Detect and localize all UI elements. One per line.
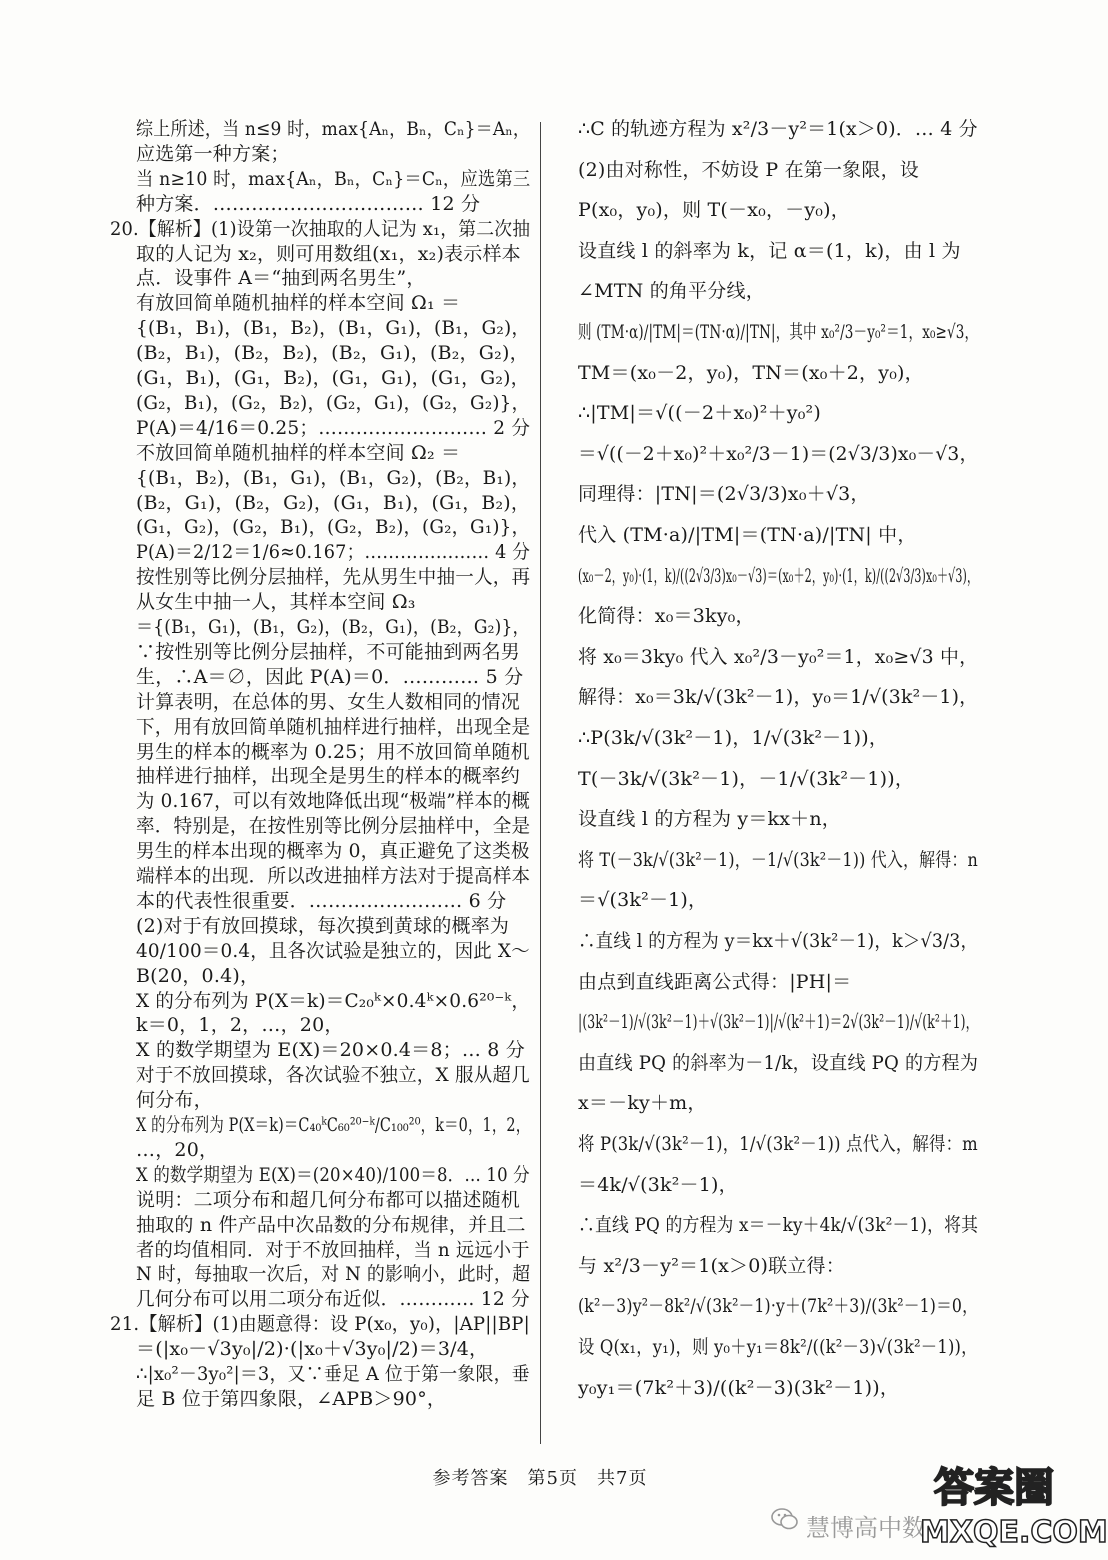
text-line: ＝√((－2＋x₀)²＋x₀²/3－1)＝(2√3/3)x₀－√3，	[578, 442, 979, 465]
text-line: 设 Q(x₁，y₁)，则 y₀＋y₁＝8k²/((k²－3)√(3k²－1))，	[578, 1336, 978, 1358]
text-line: ＝(|x₀－√3y₀|/2)·(|x₀＋√3y₀|/2)＝3/4，	[136, 1338, 489, 1361]
text-line: 抽样进行抽样，出现全是男生的样本的概率约	[136, 765, 521, 788]
text-line: 本的代表性很重要．…………………… 6 分	[136, 889, 507, 912]
text-line: 20.【解析】(1)设第一次抽取的人记为 x₁，第二次抽	[110, 217, 531, 240]
text-line: N 时，每抽取一次后，对 N 的影响小，此时，超	[136, 1263, 531, 1286]
text-line: 对于不放回摸球，各次试验不独立，X 服从超几	[136, 1064, 530, 1087]
text-line: 将 P(3k/√(3k²－1)，1/√(3k²－1)) 点代入，解得：m	[578, 1133, 978, 1155]
text-line: 从女生中抽一人，其样本空间 Ω₃	[136, 591, 416, 614]
text-line: 男生的样本出现的概率为 0，真正避免了这类极	[136, 840, 530, 863]
text-line: 抽取的 n 件产品中次品数的分布规律，并且二	[136, 1213, 526, 1236]
text-line: X 的分布列为 P(X＝k)＝C₂₀ᵏ×0.4ᵏ×0.6²⁰⁻ᵏ，	[136, 989, 531, 1012]
text-line: 解得：x₀＝3k/√(3k²－1)，y₀＝1/√(3k²－1)，	[578, 686, 979, 709]
text-line: (G₁，B₁)，(G₁，B₂)，(G₁，G₁)，(G₁，G₂)，	[136, 367, 530, 389]
text-line: B(20，0.4)，	[136, 964, 260, 987]
text-line: |(3k²－1)/√(3k²－1)＋√(3k²－1)|/√(k²＋1)＝2√(3k²－1)/√(k²＋1)，	[578, 1011, 979, 1034]
text-line: 者的均值相同．对于不放回抽样，当 n 远远小于	[136, 1238, 530, 1261]
text-line: ∴|TM|＝√((－2＋x₀)²＋y₀²)	[578, 402, 821, 425]
text-line: ＝{(B₁，G₁)，(B₁，G₂)，(B₂，G₁)，(B₂，G₂)}，	[136, 616, 530, 638]
text-line: P(A)＝4/16＝0.25；……………………… 2 分	[136, 416, 531, 439]
text-line: 生，∴A＝∅，因此 P(A)＝0．………… 5 分	[136, 665, 524, 688]
text-line: 设直线 l 的斜率为 k，记 α＝(1，k)，由 l 为	[578, 239, 961, 262]
text-line: 代入 (TM·a)/|TM|＝(TN·a)/|TN| 中，	[578, 524, 917, 546]
text-line: 40/100＝0.4，且各次试验是独立的，因此 X～	[136, 939, 530, 962]
text-line: 同理得：|TN|＝(2√3/3)x₀＋√3，	[578, 483, 870, 506]
text-line: 化简得：x₀＝3ky₀，	[578, 605, 755, 628]
text-line: 说明：二项分布和超几何分布都可以描述随机	[136, 1188, 521, 1211]
text-line: ∴直线 PQ 的方程为 x＝－ky＋4k/√(3k²－1)，将其	[578, 1214, 979, 1237]
text-line: 点．设事件 A＝“抽到两名男生”，	[136, 267, 426, 290]
text-line: (G₂，B₁)，(G₂，B₂)，(G₂，G₁)，(G₂，G₂)}，	[136, 391, 530, 414]
text-line: P(x₀，y₀)，则 T(－x₀，－y₀)，	[578, 199, 850, 222]
text-line: (B₂，B₁)，(B₂，B₂)，(B₂，G₁)，(B₂，G₂)，	[136, 342, 529, 365]
text-line: 计算表明，在总体的男、女生人数相同的情况	[136, 690, 521, 713]
text-line: 将 T(－3k/√(3k²－1)，－1/√(3k²－1)) 代入，解得：n	[578, 848, 978, 871]
text-line: 应选第一种方案；	[136, 142, 290, 165]
text-line: ∠MTN 的角平分线，	[578, 280, 765, 303]
text-line: 由直线 PQ 的斜率为－1/k，设直线 PQ 的方程为	[578, 1051, 979, 1074]
text-line: 按性别等比例分层抽样，先从男生中抽一人，再	[136, 566, 531, 589]
watermark-account: 慧博高中数	[806, 1514, 926, 1542]
text-line: T(－3k/√(3k²－1)，－1/√(3k²－1))，	[578, 767, 915, 790]
text-line: {(B₁，B₂)，(B₁，G₁)，(B₁，G₂)，(B₂，B₁)，	[136, 466, 531, 489]
text-line: ∴直线 l 的方程为 y＝kx＋√(3k²－1)，k＞√3/3，	[578, 930, 979, 952]
page-footer: 参考答案 第5页 共7页	[432, 1468, 648, 1489]
text-line: ∵按性别等比例分层抽样，不可能抽到两名男	[136, 640, 521, 663]
text-line: 男生的样本的概率为 0.25；用不放回简单随机	[136, 740, 530, 763]
text-line: (x₀－2，y₀)·(1，k)/((2√3/3)x₀－√3)＝(x₀＋2，y₀)·(1，k)/((2√3/3)x₀＋√3)，	[578, 564, 979, 587]
text-line: y₀y₁＝(7k²＋3)/((k²－3)(3k²－1))，	[578, 1376, 900, 1399]
text-line: (k²－3)y²－8k²/√(3k²－1)·y＋(7k²＋3)/(3k²－1)＝0，	[578, 1295, 978, 1318]
text-line: 设直线 l 的方程为 y＝kx＋n，	[578, 808, 841, 831]
text-line: …，20，	[136, 1138, 219, 1161]
text-line: 综上所述，当 n≤9 时，max{Aₙ，Bₙ，Cₙ}＝Aₙ，	[136, 118, 531, 140]
text-line: 则 (TM·α)/|TM|＝(TN·α)/|TN|，其中 x₀²/3－y₀²＝1，x₀≥√3，	[578, 321, 979, 343]
watermark-logo	[920, 1462, 1108, 1554]
text-line: X 的数学期望为 E(X)＝20×0.4＝8；… 8 分	[136, 1039, 525, 1062]
text-line: 几何分布可以用二项分布近似．………… 12 分	[136, 1288, 530, 1311]
text-line: 不放回简单随机抽样的样本空间 Ω₂ ＝	[136, 441, 461, 464]
wechat-icon	[770, 1506, 800, 1532]
text-line: ＝√(3k²－1)，	[578, 889, 708, 912]
text-line: 下，用有放回简单随机抽样进行抽样，出现全是	[136, 715, 531, 738]
text-line: 取的人记为 x₂，则可用数组(x₁，x₂)表示样本	[136, 242, 521, 265]
text-line: ∴P(3k/√(3k²－1)，1/√(3k²－1))，	[578, 727, 889, 749]
text-line: 与 x²/3－y²＝1(x＞0)联立得：	[578, 1254, 845, 1277]
text-line: 21.【解析】(1)由题意得：设 P(x₀，y₀)，|AP||BP|	[110, 1313, 530, 1336]
text-line: x＝－ky＋m，	[578, 1092, 707, 1115]
text-line: 将 x₀＝3ky₀ 代入 x₀²/3－y₀²＝1，x₀≥√3 中，	[578, 645, 979, 668]
watermark-logo-top: 答案圈	[934, 1465, 1054, 1511]
text-line: ∴|x₀²－3y₀²|＝3，又∵垂足 A 位于第一象限，垂	[136, 1363, 530, 1385]
text-line: 何分布，	[136, 1089, 213, 1112]
text-line: P(A)＝2/12＝1/6≈0.167；………………… 4 分	[136, 541, 531, 564]
column-divider	[540, 122, 541, 1444]
watermark-logo-bottom: MXQE.COM	[920, 1515, 1108, 1550]
text-line: ∴C 的轨迹方程为 x²/3－y²＝1(x＞0)．… 4 分	[578, 118, 978, 140]
text-line: X 的数学期望为 E(X)＝(20×40)/100＝8．… 10 分	[136, 1163, 530, 1186]
text-line: k＝0，1，2，…，20，	[136, 1014, 344, 1037]
text-line: 为 0.167，可以有效地降低出现“极端”样本的概	[136, 790, 531, 813]
text-line: 当 n≥10 时，max{Aₙ，Bₙ，Cₙ}＝Cₙ，应选第三	[136, 167, 531, 190]
text-line: 种方案．…………………………… 12 分	[136, 192, 481, 215]
text-line: (G₁，G₂)，(G₂，B₁)，(G₂，B₂)，(G₂，G₁)}，	[136, 516, 530, 539]
text-line: (2)对于有放回摸球，每次摸到黄球的概率为	[136, 914, 510, 937]
text-line: (2)由对称性，不妨设 P 在第一象限，设	[578, 158, 919, 181]
text-line: X 的分布列为 P(X＝k)＝C₄₀ᵏC₆₀²⁰⁻ᵏ/C₁₀₀²⁰，k＝0，1，2，	[136, 1114, 531, 1136]
text-line: (B₂，G₁)，(B₂，G₂)，(G₁，B₁)，(G₁，B₂)，	[136, 491, 531, 514]
text-line: {(B₁，B₁)，(B₁，B₂)，(B₁，G₁)，(B₁，G₂)，	[136, 317, 531, 340]
text-line: 端样本的出现．所以改进抽样方法对于提高样本	[136, 865, 531, 887]
text-line: TM＝(x₀－2，y₀)，TN＝(x₀＋2，y₀)，	[578, 361, 924, 384]
text-line: 由点到直线距离公式得：|PH|＝	[578, 970, 852, 993]
text-line: 足 B 位于第四象限，∠APB＞90°，	[136, 1387, 447, 1410]
text-line: ＝4k/√(3k²－1)，	[578, 1173, 738, 1196]
text-line: 有放回简单随机抽样的样本空间 Ω₁ ＝	[136, 292, 461, 315]
text-line: 率．特别是，在按性别等比例分层抽样中，全是	[136, 815, 531, 838]
